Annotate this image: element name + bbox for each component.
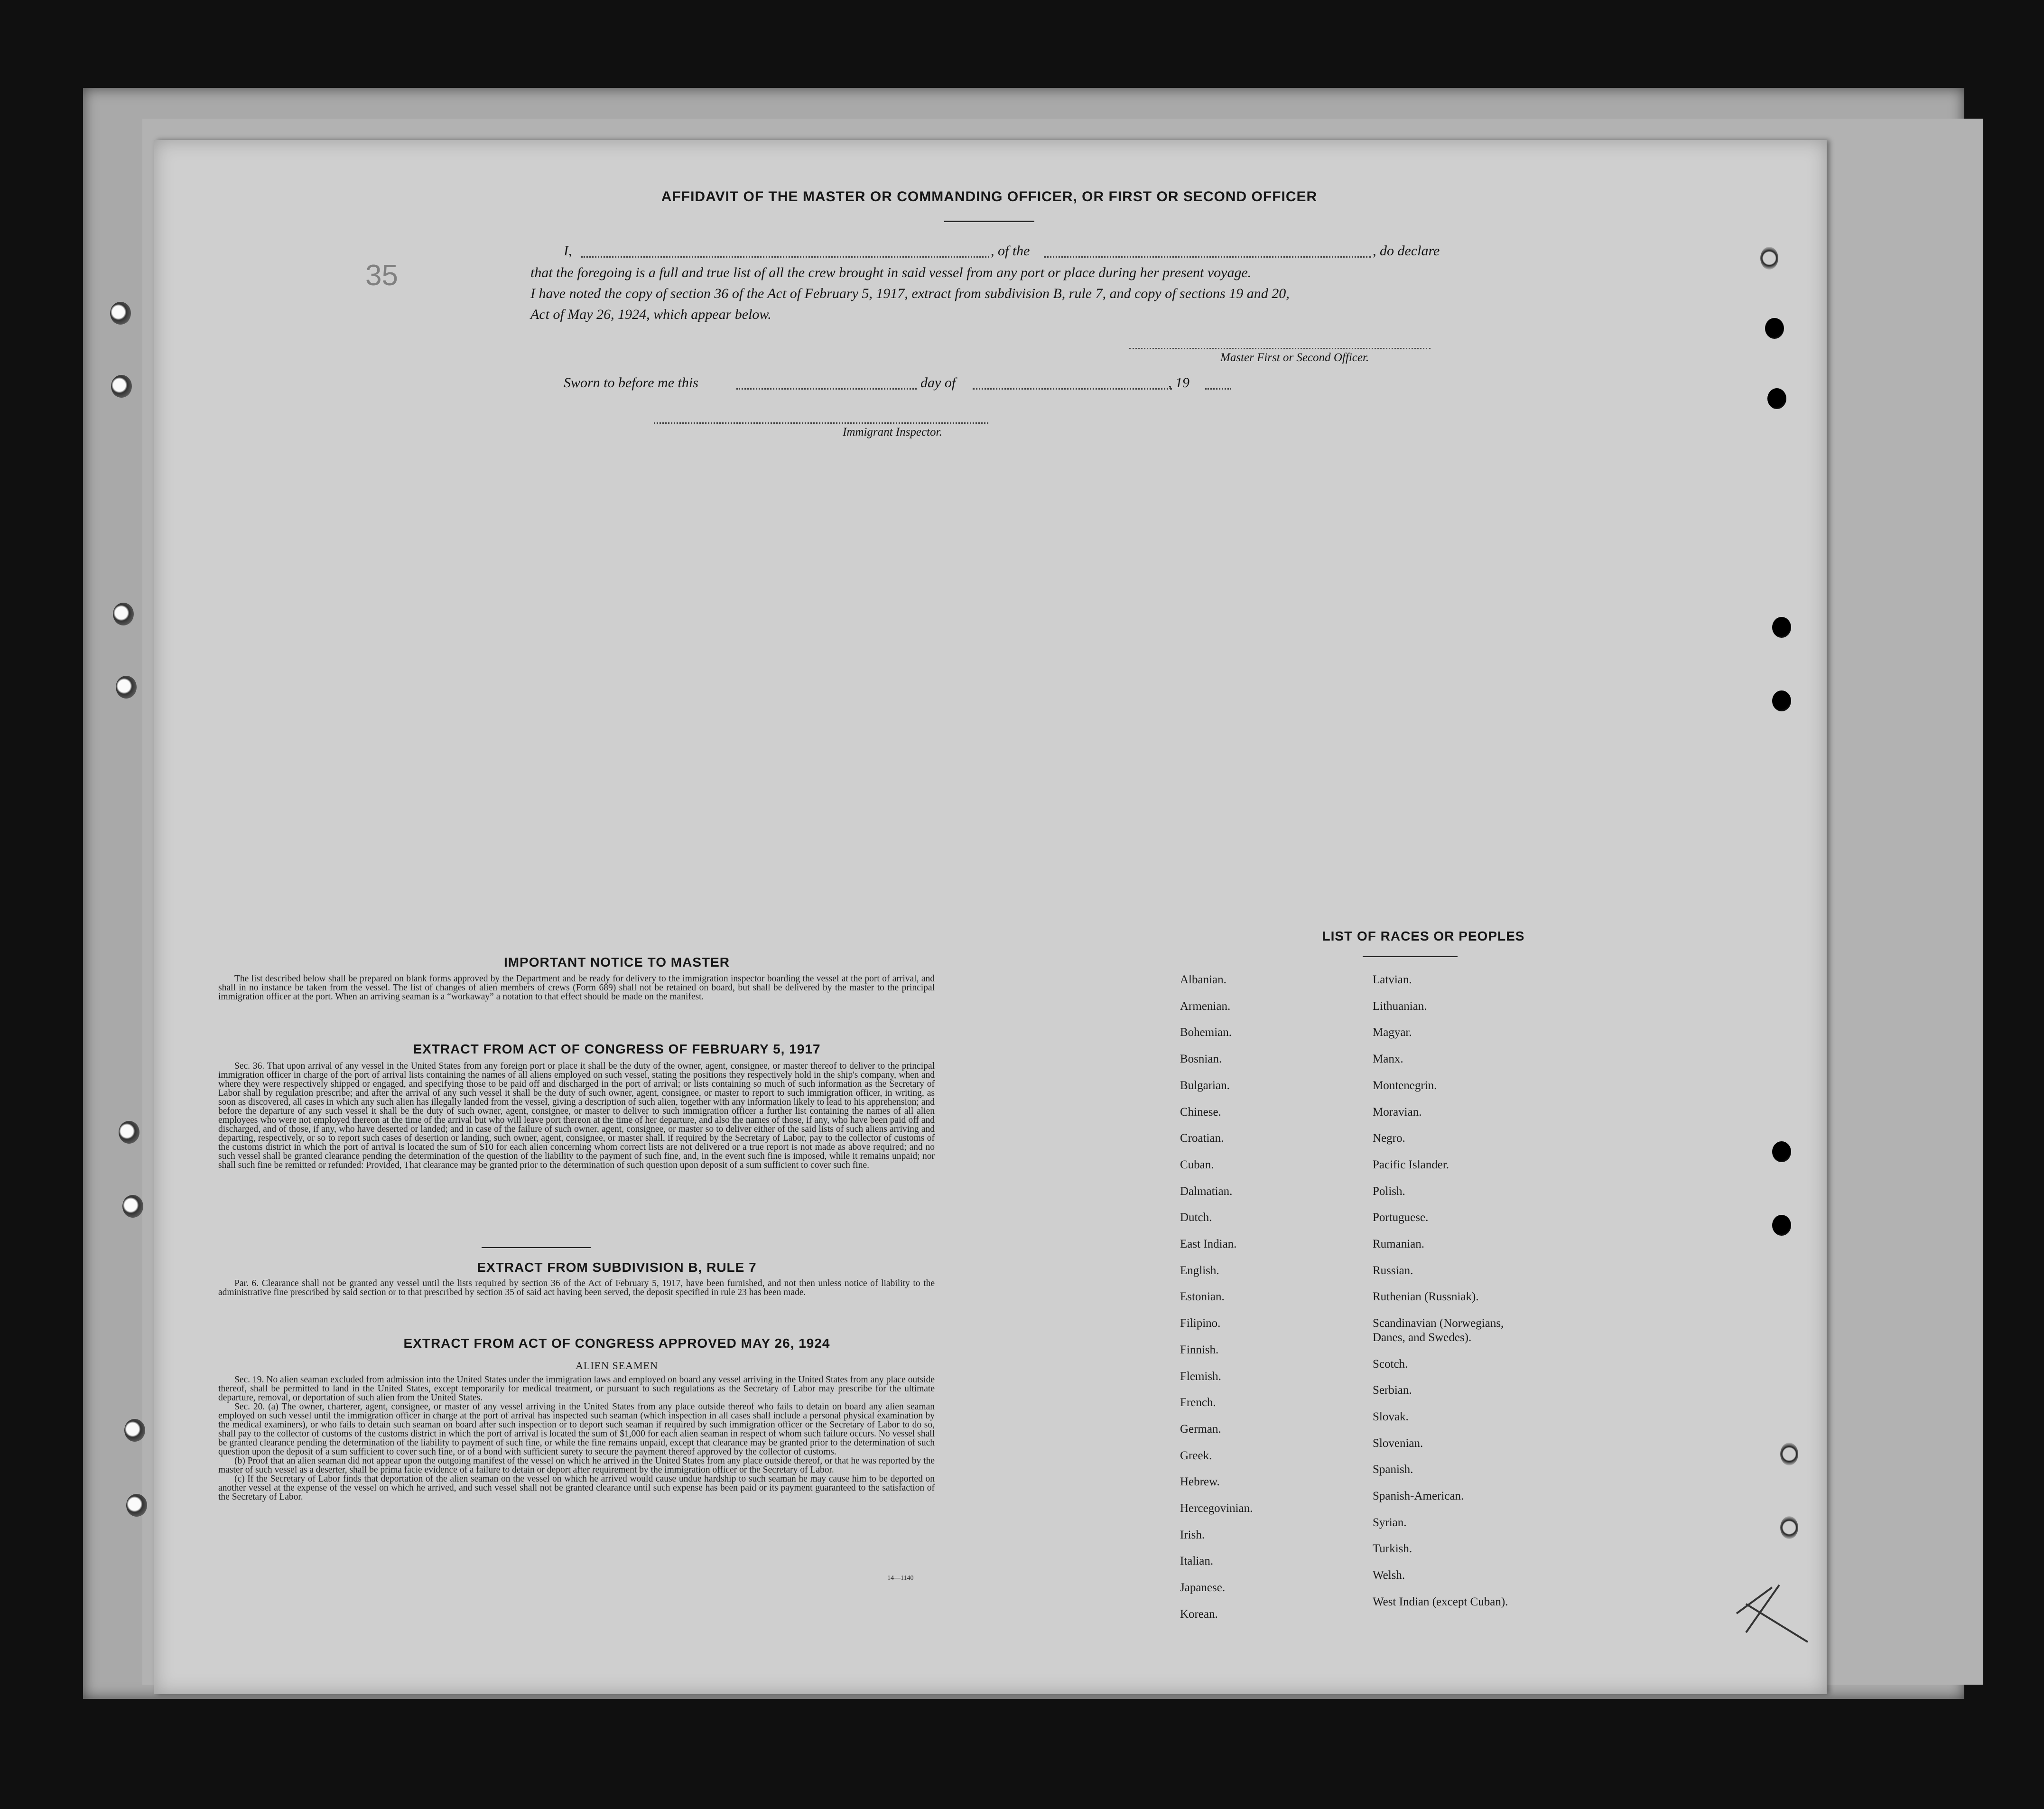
sworn-year-field[interactable] xyxy=(1205,388,1231,390)
affidavit-line-3: I have noted the copy of section 36 of the Act of February 5, 1917, extract from subdivision B, rule 7, and copy of sections 19 and 20, xyxy=(530,286,1290,301)
race-item: Chinese. xyxy=(1180,1105,1221,1119)
race-item: Polish. xyxy=(1373,1184,1405,1198)
race-item: Bosnian. xyxy=(1180,1053,1222,1066)
race-item: English. xyxy=(1180,1264,1219,1277)
extract-1917-text xyxy=(218,1062,935,1170)
race-item: Manx. xyxy=(1373,1053,1403,1066)
punch-hole xyxy=(124,1419,145,1442)
race-item: Flemish. xyxy=(1180,1370,1221,1383)
race-item: Dalmatian. xyxy=(1180,1184,1233,1198)
notice-title: IMPORTANT NOTICE TO MASTER xyxy=(503,955,730,970)
sworn-day-label: day of xyxy=(920,375,956,391)
race-item: Hebrew. xyxy=(1180,1475,1220,1489)
vessel-prefix: , of the xyxy=(991,243,1030,259)
vessel-name-field[interactable] xyxy=(1044,256,1371,258)
race-item: Lithuanian. xyxy=(1373,999,1427,1013)
race-item: East Indian. xyxy=(1180,1238,1237,1250)
extract-rule7-title: EXTRACT FROM SUBDIVISION B, RULE 7 xyxy=(477,1260,757,1275)
race-item: Italian. xyxy=(1180,1555,1214,1568)
sworn-prefix: Sworn to before me this xyxy=(564,375,698,391)
sworn-year-prefix: , 19 xyxy=(1168,375,1189,391)
race-item: Japanese. xyxy=(1180,1581,1226,1595)
race-item: Filipino. xyxy=(1180,1317,1221,1330)
extract-1924-title: EXTRACT FROM ACT OF CONGRESS APPROVED MAY 26, 1924 xyxy=(403,1336,830,1351)
race-item: Korean. xyxy=(1180,1607,1218,1621)
declarant-prefix: I, xyxy=(564,243,572,259)
punch-hole xyxy=(1767,388,1786,409)
sheet-number: 35 xyxy=(365,259,398,292)
punch-hole xyxy=(1772,1215,1791,1236)
race-item: German. xyxy=(1180,1422,1221,1436)
race-item: Spanish-American. xyxy=(1373,1490,1464,1502)
race-item: Turkish. xyxy=(1373,1542,1412,1556)
race-item: Portuguese. xyxy=(1373,1211,1429,1224)
race-item: Dutch. xyxy=(1180,1211,1212,1224)
race-item: Slovak. xyxy=(1373,1410,1409,1423)
race-item: Ruthenian (Russniak). xyxy=(1373,1290,1479,1304)
master-signature-field[interactable] xyxy=(1129,348,1431,349)
race-item: Armenian. xyxy=(1180,999,1231,1013)
race-item: Syrian. xyxy=(1373,1516,1407,1529)
race-item: Spanish. xyxy=(1373,1463,1413,1476)
race-item: Russian. xyxy=(1373,1264,1413,1277)
affidavit-title: AFFIDAVIT OF THE MASTER OR COMMANDING OFFICER, OR FIRST OR SECOND OFFICER xyxy=(661,189,1318,205)
punch-hole xyxy=(119,1121,139,1144)
master-signature-caption: Master First or Second Officer. xyxy=(1220,351,1369,364)
race-item: French. xyxy=(1180,1396,1216,1409)
extract-rule7-paragraph: Par. 6. Clearance shall not be granted any vessel until the lists required by section 36 of the Act of February 5, 1917, have been furnished, and not then unless notice of liability to the administrative fine prescribed by said section or to that prescribed by section 35 of said act having been served, the deposit specified in rule 23 has been made. xyxy=(218,1278,935,1297)
race-item: Finnish. xyxy=(1180,1343,1219,1356)
race-item: Bohemian. xyxy=(1180,1026,1232,1039)
punch-hole xyxy=(113,603,134,625)
extract-rule7-text xyxy=(218,1279,935,1297)
race-item: Scandinavian (Norwegians, Danes, and Swedes). xyxy=(1373,1317,1504,1344)
pencil-mark xyxy=(1727,1576,1812,1647)
rule7-underline xyxy=(482,1247,591,1248)
form-number: 14—1140 xyxy=(887,1575,914,1582)
punch-hole xyxy=(1772,1141,1791,1162)
punch-hole xyxy=(1780,1516,1798,1539)
extract-1917-title: EXTRACT FROM ACT OF CONGRESS OF FEBRUARY 5, 1917 xyxy=(413,1042,821,1056)
section-20b-paragraph: (b) Proof that an alien seaman did not appear upon the outgoing manifest of the vessel on which he arrived in the United States from any place outside thereof, or that he was reported by the master of such vessel as a deserter, shall be prima facie evidence of a failure to detain or deport after requirement by the immigration officer or the Secretary of Labor. xyxy=(218,1456,935,1475)
race-item: Bulgarian. xyxy=(1180,1079,1230,1092)
punch-hole xyxy=(110,302,131,325)
race-item: Negro. xyxy=(1373,1132,1405,1145)
sworn-month-field[interactable] xyxy=(973,388,1172,390)
inspector-signature-caption: Immigrant Inspector. xyxy=(843,426,942,438)
race-item: West Indian (except Cuban). xyxy=(1373,1595,1508,1608)
inspector-signature-field[interactable] xyxy=(654,422,988,424)
race-item: Pacific Islander. xyxy=(1373,1158,1449,1171)
race-item: Scotch. xyxy=(1373,1357,1408,1371)
race-item: Hercegovinian. xyxy=(1180,1502,1253,1515)
affidavit-line-4: Act of May 26, 1924, which appear below. xyxy=(530,307,771,322)
section-20a-paragraph: Sec. 20. (a) The owner, charterer, agent, consignee, or master of any vessel arriving in the United States from any place outside thereof who fails to detain on board any alien seaman employed on such vessel until the immigration officer in charge at the port of arrival has inspected such seaman (which inspection in all cases shall include a personal physical examination by the medical examiners), or who fails to detain such seaman on board after such inspection or to deport such seaman if required by such immigration officer or the Secretary of Labor to do so, shall pay to the collector of customs of the customs district in which the port of arrival is located the sum of $1,000 for each alien seaman in respect of whom such failure occurs. No vessel shall be granted clearance pending the determination of the liability to payment of such fine, or while the fine remains unpaid, except that clearance may be granted prior to the determination of such question upon the deposit of a sum sufficient to cover such fine, or of a bond with sufficient surety to secure the payment thereof approved by the collector of customs. xyxy=(218,1402,935,1457)
punch-hole xyxy=(122,1195,143,1218)
notice-text xyxy=(218,974,935,1001)
alien-seamen-heading: ALIEN SEAMEN xyxy=(576,1360,658,1371)
punch-hole xyxy=(1780,1443,1798,1465)
section-19-paragraph: Sec. 19. No alien seaman excluded from admission into the United States under the immigration laws and employed on board any vessel arriving in the United States from any place outside thereof, shall be permitted to land in the United States, except temporarily for medical treatment, or pursuant to such regulations as the Secretary of Labor may prescribe for the ultimate departure, removal, or deportation of such alien from the United States. xyxy=(218,1375,935,1403)
race-item: Irish. xyxy=(1180,1528,1205,1541)
section-20c-paragraph: (c) If the Secretary of Labor finds that deportation of the alien seaman on the vessel on which he arrived would cause undue hardship to such seaman he may cause him to be deported on another vessel at the expense of the vessel on which he arrived, and such vessel shall not be granted clearance until such expense has been paid or its payment guaranteed to the satisfaction of the Secretary of Labor. xyxy=(218,1474,935,1502)
punch-hole xyxy=(1772,617,1791,638)
punch-hole xyxy=(116,676,137,699)
declare-suffix: , do declare xyxy=(1373,243,1440,259)
punch-hole xyxy=(111,375,132,398)
punch-hole xyxy=(1765,318,1784,339)
race-item: Greek. xyxy=(1180,1449,1212,1462)
extract-1924-text xyxy=(218,1375,935,1501)
race-item: Serbian. xyxy=(1373,1384,1412,1397)
race-item: Montenegrin. xyxy=(1373,1079,1437,1092)
race-item: Latvian. xyxy=(1373,973,1412,986)
punch-hole xyxy=(1772,690,1791,711)
race-item: Magyar. xyxy=(1373,1026,1412,1039)
notice-paragraph: The list described below shall be prepared on blank forms approved by the Department and be ready for delivery to the immigration inspector boarding the vessel at the port of arrival, and shall in no instance be taken from the vessel. The list of changes of alien members of crews (Form 689) shall not be retained on board, but shall be delivered by the master to the principal immigration officer at the port. When an arriving seaman is a “workaway” a notation to that effect should be made on the manifest. xyxy=(218,974,935,1002)
race-item: Estonian. xyxy=(1180,1290,1225,1304)
race-item: Albanian. xyxy=(1180,973,1226,986)
punch-hole xyxy=(1760,247,1778,270)
race-item: Slovenian. xyxy=(1373,1436,1423,1450)
race-item: Cuban. xyxy=(1180,1158,1214,1171)
extract-1917-paragraph: Sec. 36. That upon arrival of any vessel in the United States from any foreign port or place it shall be the duty of the owner, agent, consignee, or master thereof to deliver to the principal immigration officer in charge of the port of arrival lists containing the names of all aliens employed on such vessel, stating the positions they respectively hold in the ship's company, when and where they were respectively shipped or engaged, and specifying those to be paid off and discharged in the port of arrival; or lists containing so much of such information as the Secretary of Labor shall by regulation prescribe; and after the arrival of any such vessel it shall be the duty of such owner, agent, consignee, or master to report to such immigration officer, in writing, as soon as discovered, all cases in which any such alien has illegally landed from the vessel, giving a description of such alien, together with any information likely to lead to his apprehension; and before the departure of any such vessel it shall be the duty of such owner, agent, consignee, or master to deliver to such immigration officer a further list containing the names of all alien employees who were not employed thereon at the time of the arrival but who will leave port thereon at the time of her departure, and also the names of those, if any, who have been paid off and discharged, and of those, if any, who have deserted or landed; and in case of the failure of such owner, agent, consignee, or master so to deliver either of the said lists of such aliens arriving and departing, respectively, or so to report such cases of desertion or landing, such owner, agent, consignee, or master shall, if required by the Secretary of Labor, pay to the collector of customs of the customs district in which the port of arrival is located the sum of $10 for each alien concerning whom correct lists are not delivered or a true report is not made as above required; and no such vessel shall be granted clearance pending the determination of the question of the liability to the payment of such fine, and, in the event such fine is imposed, while it remains unpaid; nor shall such fine be remitted or refunded: Provided, That clearance may be granted prior to the determination of such question upon deposit of a sum sufficient to cover such fine. xyxy=(218,1061,935,1170)
declarant-name-field[interactable] xyxy=(581,256,989,258)
title-underline xyxy=(944,221,1034,222)
sworn-day-field[interactable] xyxy=(736,388,917,390)
punch-hole xyxy=(126,1494,147,1517)
race-item: Rumanian. xyxy=(1373,1238,1425,1250)
affidavit-line-2: that the foregoing is a full and true list of all the crew brought in said vessel from any port or place during her present voyage. xyxy=(530,265,1252,280)
race-item: Welsh. xyxy=(1373,1569,1405,1582)
races-underline xyxy=(1363,956,1458,957)
race-item: Moravian. xyxy=(1373,1105,1422,1119)
races-title: LIST OF RACES OR PEOPLES xyxy=(1322,929,1525,943)
race-item: Croatian. xyxy=(1180,1132,1224,1145)
